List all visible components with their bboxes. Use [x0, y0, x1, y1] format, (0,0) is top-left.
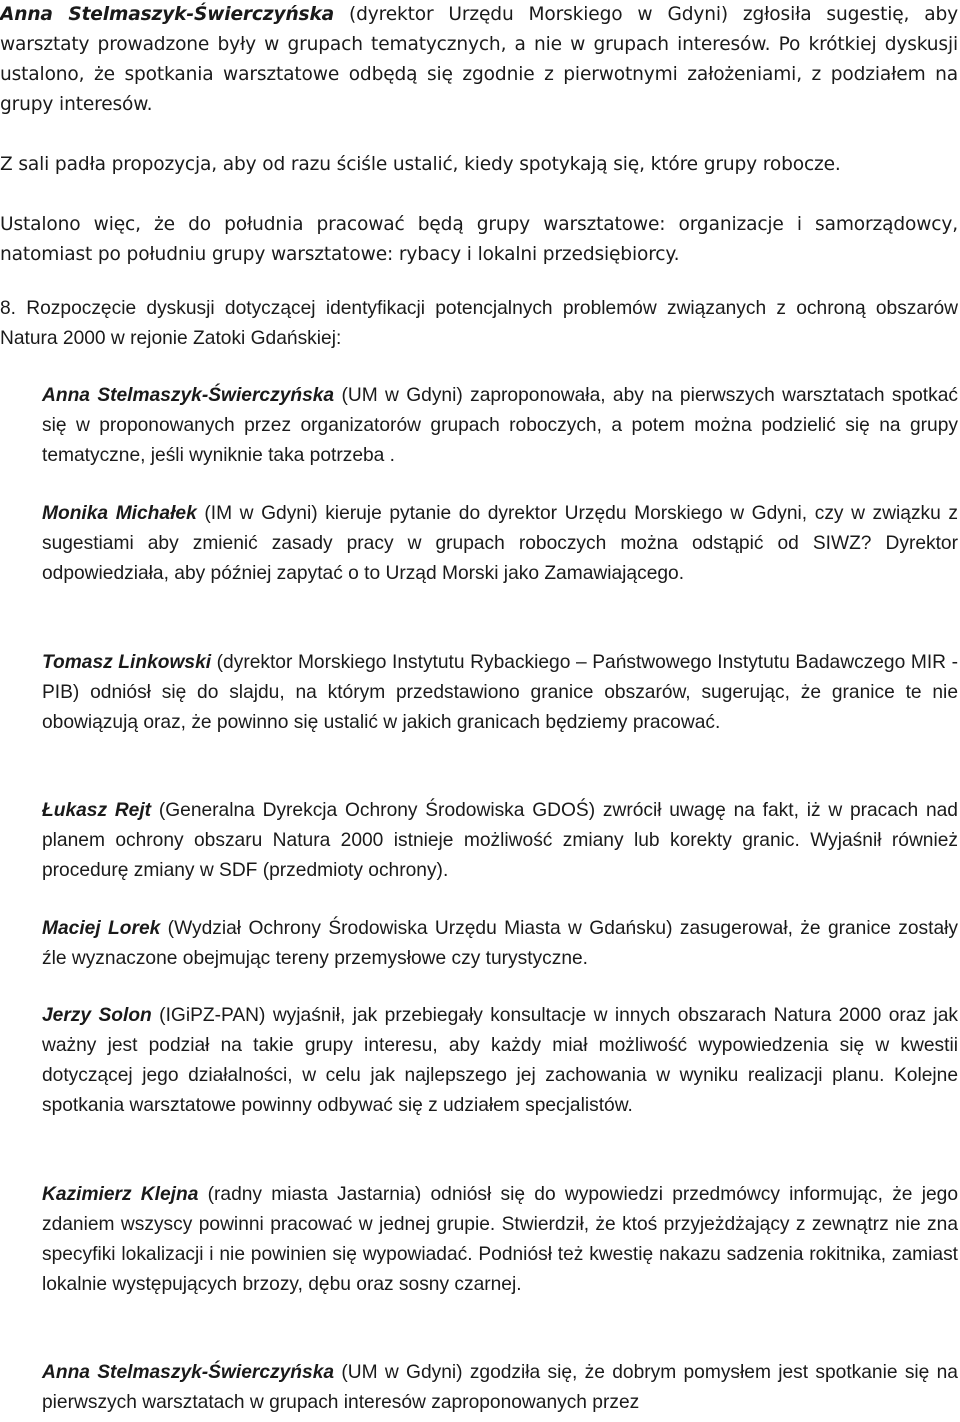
paragraph-text: Rozpoczęcie dyskusji dotyczącej identyfikacji potencjalnych problemów związanych z ochroną obszarów Natura 2000 w rejonie Zatoki Gdańskiej: — [0, 298, 958, 349]
paragraph-10 — [42, 1001, 958, 1121]
speaker-name: Jerzy Solon — [42, 1005, 152, 1026]
paragraph-11 — [42, 1180, 958, 1300]
paragraph-text: (IM w Gdyni) kieruje pytanie do dyrektor Urzędu Morskiego w Gdyni, czy w związku z sugestiami aby zmienić zasady pracy w grupach roboczych można odstąpić od SIWZ? Dyrektor odpowiedziała, aby później zapytać o to Urząd Morski jako Zamawiającego. — [42, 503, 958, 584]
paragraph-text: (IGiPZ-PAN) wyjaśnił, jak przebiegały konsultacje w innych obszarach Natura 2000 oraz jak ważny jest podział na takie grupy interesu, aby każdy miał możliwość wypowiedzenia się w kwestii dotyczącej jego działalności, w celu jak najlepszego jej zachowania w wyniku realizacji planu. Kolejne spotkania warsztatowe powinny odbywać się z udziałem specjalistów. — [42, 1005, 958, 1116]
section-number: 8. — [0, 298, 17, 319]
paragraph-5 — [42, 381, 958, 471]
paragraph-text: (UM w Gdyni) zgodziła się, że dobrym pomysłem jest spotkanie się na pierwszych warsztatach w grupach interesów zaproponowanych przez — [42, 1362, 958, 1413]
paragraph-3 — [0, 210, 958, 270]
paragraph-8 — [42, 796, 958, 886]
paragraph-12 — [42, 1358, 958, 1418]
paragraph-text: (dyrektor Morskiego Instytutu Rybackiego – Państwowego Instytutu Badawczego MIR - PIB) odniósł się do slajdu, na którym przedstawiono granice obszarów, sugerując, że granice te nie obowiązują oraz, że powinno się ustalić w jakich granicach będziemy pracować. — [42, 652, 958, 733]
paragraph-6 — [42, 499, 958, 589]
speaker-name: Łukasz Rejt — [42, 800, 152, 821]
paragraph-text: (radny miasta Jastarnia) odniósł się do wypowiedzi przedmówcy informując, że jego zdaniem wszyscy powinni pracować w jednej grupie. Stwierdził, że ktoś przyjeżdżający z zewnątrz nie zna specyfiki lokalizacji i nie powinien się wypowiadać. Podniósł też kwestię nakazu sadzenia rokitnika, zamiast lokalnie występujących brzozy, dębu oraz sosny czarnej. — [42, 1184, 958, 1295]
paragraph-1 — [0, 0, 958, 120]
paragraph-7 — [42, 648, 958, 738]
speaker-name: Anna Stelmaszyk-Świerczyńska — [42, 385, 335, 406]
speaker-name: Anna Stelmaszyk-Świerczyńska — [0, 4, 335, 25]
paragraph-text: (dyrektor Urzędu Morskiego w Gdyni) zgłosiła sugestię, aby warsztaty prowadzone były w grupach tematycznych, a nie w grupach interesów. Po krótkiej dyskusji ustalono, że spotkania warsztatowe odbędą się zgodnie z pierwotnymi założeniami, z podziałem na grupy interesów. — [0, 4, 958, 115]
paragraph-text: Ustalono więc, że do południa pracować będą grupy warsztatowe: organizacje i samorządowcy, natomiast po południu grupy warsztatowe: rybacy i lokalni przedsiębiorcy. — [0, 214, 958, 265]
paragraph-4 — [0, 294, 958, 354]
speaker-name: Monika Michałek — [42, 503, 197, 524]
paragraph-2 — [0, 150, 958, 180]
speaker-name: Maciej Lorek — [42, 918, 161, 939]
paragraph-text: (UM w Gdyni) zaproponowała, aby na pierwszych warsztatach spotkać się w proponowanych przez organizatorów grupach roboczych, a potem można podzielić się na grupy tematyczne, jeśli wyniknie taka potrzeba . — [42, 385, 958, 466]
speaker-name: Kazimierz Klejna — [42, 1184, 199, 1205]
paragraph-text: (Wydział Ochrony Środowiska Urzędu Miasta w Gdańsku) zasugerował, że granice zostały źle wyznaczone obejmując tereny przemysłowe czy turystyczne. — [42, 918, 958, 969]
speaker-name: Anna Stelmaszyk-Świerczyńska — [42, 1362, 335, 1383]
paragraph-text: Z sali padła propozycja, aby od razu ściśle ustalić, kiedy spotykają się, które grupy robocze. — [0, 154, 841, 175]
paragraph-9 — [42, 914, 958, 974]
paragraph-text: (Generalna Dyrekcja Ochrony Środowiska GDOŚ) zwrócił uwagę na fakt, iż w pracach nad planem ochrony obszaru Natura 2000 istnieje możliwość zmiany lub korekty granic. Wyjaśnił również procedurę zmiany w SDF (przedmioty ochrony). — [42, 800, 958, 881]
speaker-name: Tomasz Linkowski — [42, 652, 212, 673]
